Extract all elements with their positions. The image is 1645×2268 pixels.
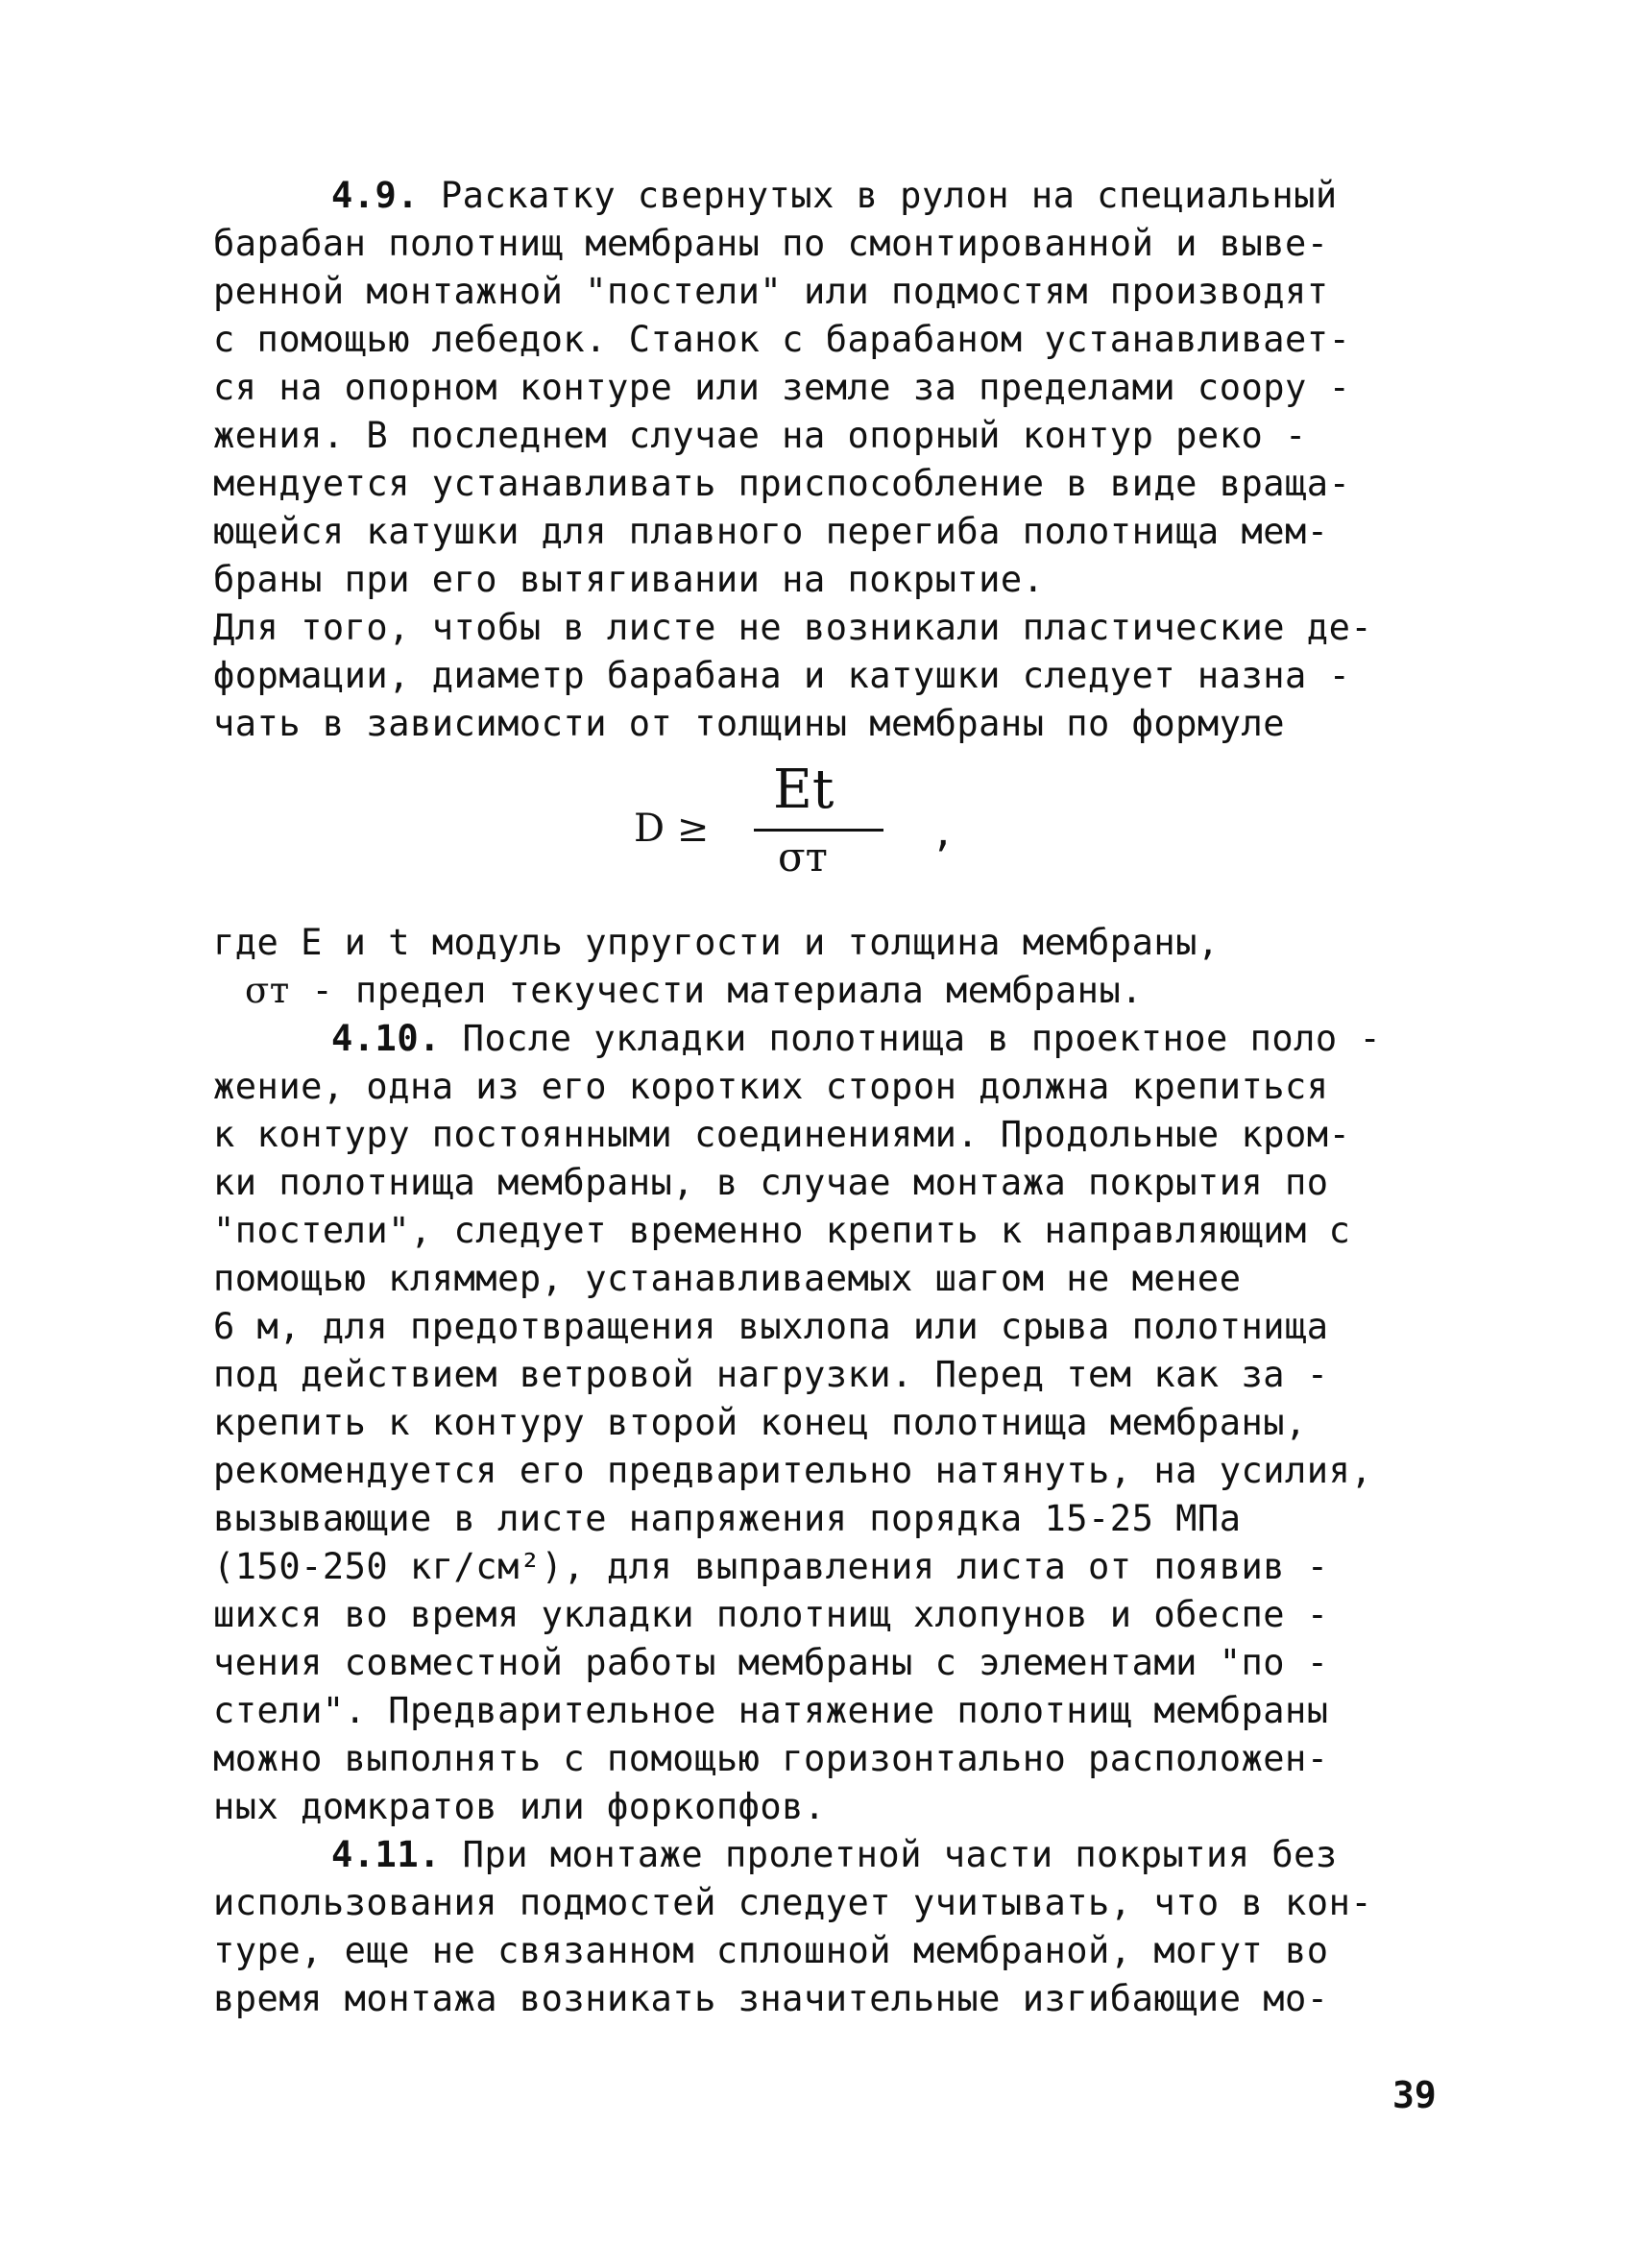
formula-denominator: σт — [778, 833, 828, 881]
paragraph-4-9-line-9: браны при его вытягивании на покрытие. — [213, 559, 1045, 600]
paragraph-4-11-line-3: туре, еще не связанном сплошной мембраной, могут во — [213, 1930, 1329, 1971]
paragraph-4-10-line-7: 6 м, для предотвращения выхлопа или срыва полотнища — [213, 1306, 1329, 1347]
paragraph-4-10-line-4: ки полотнища мембраны, в случае монтажа покрытия по — [213, 1162, 1329, 1203]
paragraph-4-10-line-3: к контуру постоянными соединениями. Продольные кром- — [213, 1114, 1351, 1155]
paragraph-4-9-line-7: мендуется устанавливать приспособление в виде враща- — [213, 463, 1351, 504]
paragraph-4-10-line-12: (150-250 кг/см²), для выправления листа от появив - — [213, 1546, 1329, 1587]
formula-lhs: D ≥ — [634, 807, 710, 851]
paragraph-4-10-line-17: ных домкратов или форкопфов. — [213, 1786, 826, 1827]
paragraph-4-10-line-10: рекомендуется его предварительно натянуть, на усилия, — [213, 1450, 1373, 1491]
paragraph-4-11-line-4: время монтажа возникать значительные изгибающие мо- — [213, 1978, 1329, 2019]
paragraph-4-9-line-4: с помощью лебедок. Станок с барабаном устанавливает- — [213, 319, 1351, 360]
paragraph-4-9-line-11: формации, диаметр барабана и катушки следует назна - — [213, 655, 1351, 696]
section-number-4-9: 4.9. — [331, 175, 420, 216]
paragraph-4-10-line-15: стели". Предварительное натяжение полотнищ мембраны — [213, 1690, 1329, 1731]
formula-comma: , — [931, 811, 956, 856]
paragraph-4-9-line-10: Для того, чтобы в листе не возникали пластические де- — [213, 607, 1373, 648]
paragraph-4-9-line-12: чать в зависимости от толщины мембраны по формуле — [213, 703, 1286, 744]
paragraph-4-11-line-2: использования подмостей следует учитывать, что в кон- — [213, 1882, 1373, 1923]
paragraph-4-10-line-6: помощью кляммер, устанавливаемых шагом не менее — [213, 1258, 1242, 1299]
paragraph-4-10-line-5: "постели", следует временно крепить к направляющим с — [213, 1210, 1351, 1251]
where-line-2: σт - предел текучести материала мембраны. — [245, 970, 1143, 1011]
paragraph-4-9-line-8: ющейся катушки для плавного перегиба полотнища мем- — [213, 511, 1329, 552]
sigma-t-symbol: σт — [245, 970, 290, 1011]
diameter-formula — [634, 759, 980, 903]
paragraph-4-9-line-3: ренной монтажной "постели" или подмостям производят — [213, 271, 1329, 312]
paragraph-4-10-line-11: вызывающие в листе напряжения порядка 15-25 МПа — [213, 1498, 1242, 1539]
paragraph-4-10-line-9: крепить к контуру второй конец полотнища мембраны, — [213, 1402, 1307, 1443]
paragraph-4-9-line-6: жения. В последнем случае на опорный контур реко - — [213, 415, 1307, 456]
paragraph-4-9-line-5: ся на опорном контуре или земле за пределами соору - — [213, 367, 1351, 408]
formula-numerator: Et — [773, 759, 835, 821]
formula-fraction-bar — [754, 829, 883, 832]
paragraph-4-10-line-1: 4.10. После укладки полотнища в проектное поло - — [331, 1018, 1382, 1059]
page-number: 39 — [1392, 2074, 1437, 2116]
paragraph-4-10-line-8: под действием ветровой нагрузки. Перед тем как за - — [213, 1354, 1329, 1395]
paragraph-4-10-line-2: жение, одна из его коротких сторон должна крепиться — [213, 1066, 1329, 1107]
where-line-1: где E и t модуль упругости и толщина мембраны, — [213, 922, 1220, 963]
paragraph-4-10-line-14: чения совместной работы мембраны с элементами "по - — [213, 1642, 1329, 1683]
paragraph-4-10-line-13: шихся во время укладки полотнищ хлопунов и обеспе - — [213, 1594, 1329, 1635]
paragraph-4-10-line-16: можно выполнять с помощью горизонтально расположен- — [213, 1738, 1329, 1779]
section-number-4-11: 4.11. — [331, 1834, 441, 1875]
paragraph-4-9-line-2: барабан полотнищ мембраны по смонтированной и выве- — [213, 223, 1329, 264]
paragraph-4-9-line-1: 4.9. Раскатку свернутых в рулон на специальный — [331, 175, 1338, 216]
section-number-4-10: 4.10. — [331, 1018, 441, 1059]
paragraph-4-11-line-1: 4.11. При монтаже пролетной части покрытия без — [331, 1834, 1338, 1875]
